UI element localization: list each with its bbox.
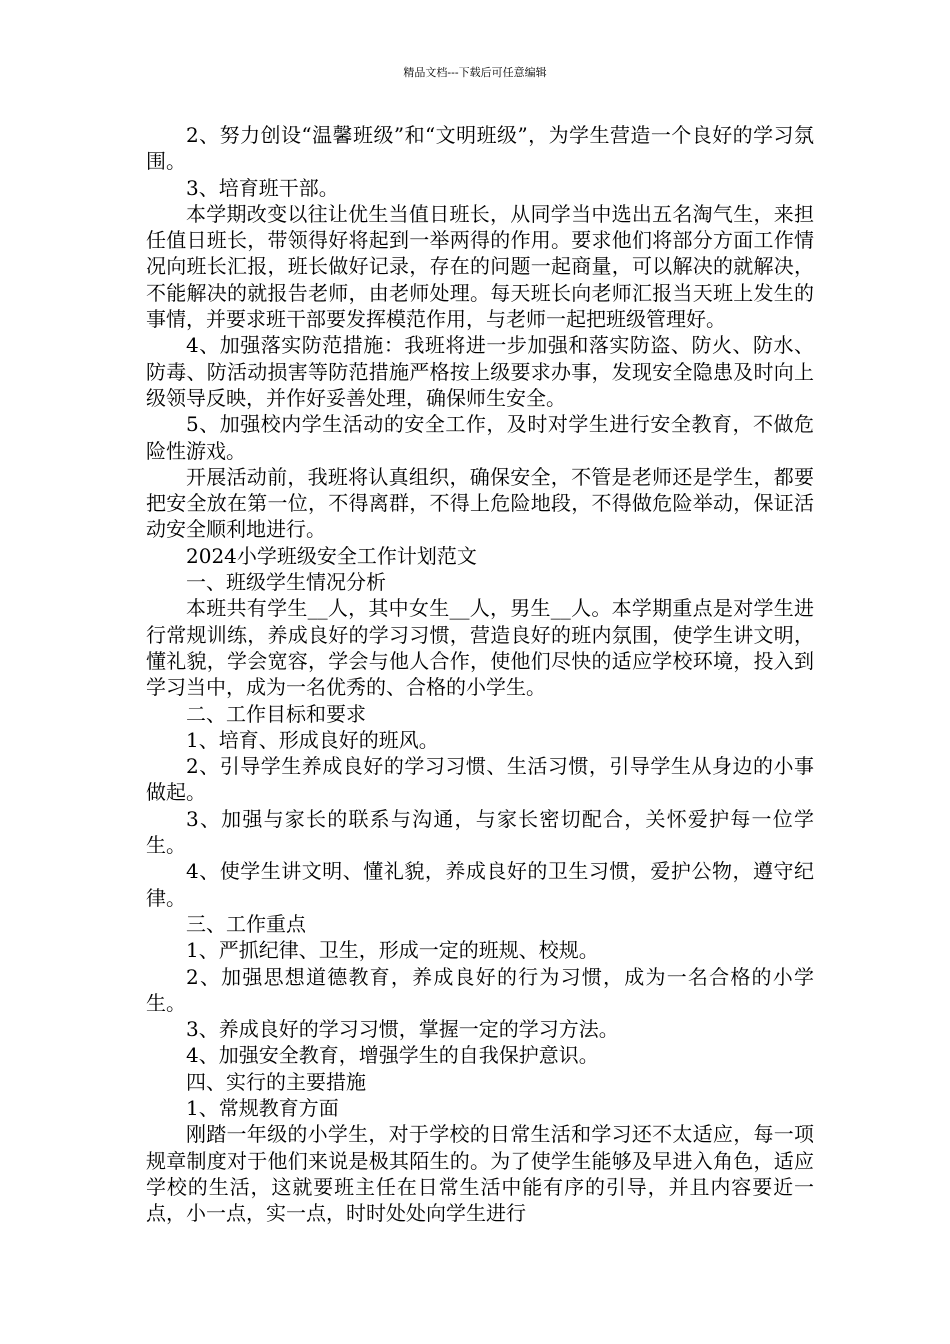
section-heading: 四、实行的主要措施 xyxy=(186,1069,366,1094)
document-body xyxy=(146,122,814,1226)
paragraph: 2、加强思想道德教育，养成良好的行为习惯，成为一名合格的小学生。 xyxy=(146,964,814,1015)
page-header: 精品文档---下载后可任意编辑 xyxy=(403,66,547,79)
section-heading: 一、班级学生情况分析 xyxy=(186,570,386,595)
section-title: 2024小学班级安全工作计划范文 xyxy=(186,543,477,568)
paragraph: 5、加强校内学生活动的安全工作，及时对学生进行安全教育，不做危险性游戏。 xyxy=(146,412,814,463)
paragraph: 1、常规教育方面 xyxy=(186,1095,339,1120)
paragraph: 刚踏一年级的小学生，对于学校的日常生活和学习还不太适应，每一项规章制度对于他们来说是极其陌生的。为了使学生能够及早进入角色，适应学校的生活，这就要班主任在日常生活中能有序的引导，并且内容要近一点，小一点，实一点，时时处处向学生进行 xyxy=(146,1122,814,1226)
paragraph: 本班共有学生__人，其中女生__人，男生__人。本学期重点是对学生进行常规训练，养成良好的学习习惯，营造良好的班内氛围，使学生讲文明，懂礼貌，学会宽容，学会与他人合作，使他们尽快的适应学校环境，投入到学习当中，成为一名优秀的、合格的小学生。 xyxy=(146,596,814,700)
section-heading: 三、工作重点 xyxy=(186,911,306,936)
paragraph: 开展活动前，我班将认真组织，确保安全，不管是老师还是学生，都要把安全放在第一位，不得离群，不得上危险地段，不得做危险举动，保证活动安全顺利地进行。 xyxy=(146,464,814,542)
paragraph: 4、加强落实防范措施：我班将进一步加强和落实防盗、防火、防水、防毒、防活动损害等防范措施严格按上级要求办事，发现安全隐患及时向上级领导反映，并作好妥善处理，确保师生安全。 xyxy=(146,333,814,410)
paragraph: 本学期改变以往让优生当值日班长，从同学当中选出五名淘气生，来担任值日班长，带领得好将起到一举两得的作用。要求他们将部分方面工作情况向班长汇报，班长做好记录，存在的问题一起商量，可以解决的就解决，不能解决的就报告老师，由老师处理。每天班长向老师汇报当天班上发生的事情，并要求班干部要发挥模范作用，与老师一起把班级管理好。 xyxy=(146,201,814,332)
paragraph: 4、使学生讲文明、懂礼貌，养成良好的卫生习惯，爱护公物，遵守纪律。 xyxy=(146,859,814,910)
paragraph: 3、加强与家长的联系与沟通，与家长密切配合，关怀爱护每一位学生。 xyxy=(146,806,814,858)
paragraph: 1、培育、形成良好的班风。 xyxy=(186,727,439,752)
paragraph: 1、严抓纪律、卫生，形成一定的班规、校规。 xyxy=(186,938,599,963)
paragraph: 3、养成良好的学习习惯，掌握一定的学习方法。 xyxy=(186,1017,619,1042)
section-heading: 二、工作目标和要求 xyxy=(186,701,366,726)
paragraph: 4、加强安全教育，增强学生的自我保护意识。 xyxy=(186,1043,599,1068)
paragraph: 3、培育班干部。 xyxy=(186,175,339,200)
paragraph: 2、引导学生养成良好的学习习惯、生活习惯，引导学生从身边的小事做起。 xyxy=(146,754,814,805)
paragraph: 2、努力创设“温馨班级”和“文明班级”，为学生营造一个良好的学习氛围。 xyxy=(146,123,814,174)
